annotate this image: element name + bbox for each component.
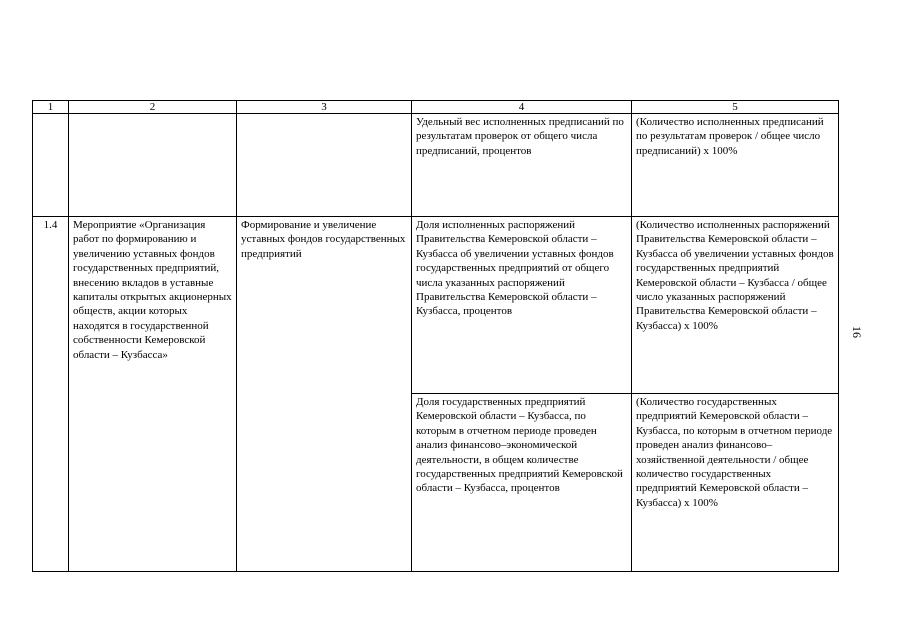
table-row	[33, 217, 839, 394]
indicator-cell: Доля исполненных распоряжений Правительства Кемеровской области – Кузбасса об увеличении уставных фондов государственных предприятий от общего числа указанных распоряжений Правительства Кемеровской области – Кузбасса, процентов	[412, 217, 632, 394]
column-number-4: 4	[412, 101, 632, 114]
cell-empty	[69, 114, 237, 217]
column-number-1: 1	[33, 101, 69, 114]
table-header-row	[33, 101, 839, 114]
table-row	[33, 114, 839, 217]
formula-cell: (Количество исполненных распоряжений Правительства Кемеровской области – Кузбасса об увеличении уставных фондов государственных предприятий Кемеровской области – Кузбасса / общее число указанных распоряжений Правительства Кемеровской области – Кузбасса) х 100%	[632, 217, 839, 394]
indicator-cell: Доля государственных предприятий Кемеровской области – Кузбасса, по которым в отчетном периоде проведен анализ финансово–экономической деятельности, в общем количестве государственных предприятий Кемеровской области – Кузбасса, процентов	[412, 394, 632, 572]
column-number-5: 5	[632, 101, 839, 114]
cell-empty	[33, 114, 69, 217]
event-cell: Мероприятие «Организация работ по формированию и увеличению уставных фондов государственных предприятий, внесению вкладов в уставные капиталы открытых акционерных обществ, акции которых находятся в государственной собственности Кемеровской области – Кузбасса»	[69, 217, 237, 572]
indicator-cell: Удельный вес исполненных предписаний по результатам проверок от общего числа предписаний, процентов	[412, 114, 632, 217]
goal-cell: Формирование и увеличение уставных фондов государственных предприятий	[237, 217, 412, 572]
row-number-cell: 1.4	[33, 217, 69, 572]
cell-empty	[237, 114, 412, 217]
formula-cell: (Количество государственных предприятий Кемеровской области – Кузбасса, по которым в отчетном периоде проведен анализ финансово–хозяйственной деятельности / общее количество государственных предприятий Кемеровской области – Кузбасса) х 100%	[632, 394, 839, 572]
formula-cell: (Количество исполненных предписаний по результатам проверок / общее число предписаний) х 100%	[632, 114, 839, 217]
indicators-table	[32, 100, 839, 572]
page-number: 16	[850, 326, 864, 338]
column-number-3: 3	[237, 101, 412, 114]
column-number-2: 2	[69, 101, 237, 114]
